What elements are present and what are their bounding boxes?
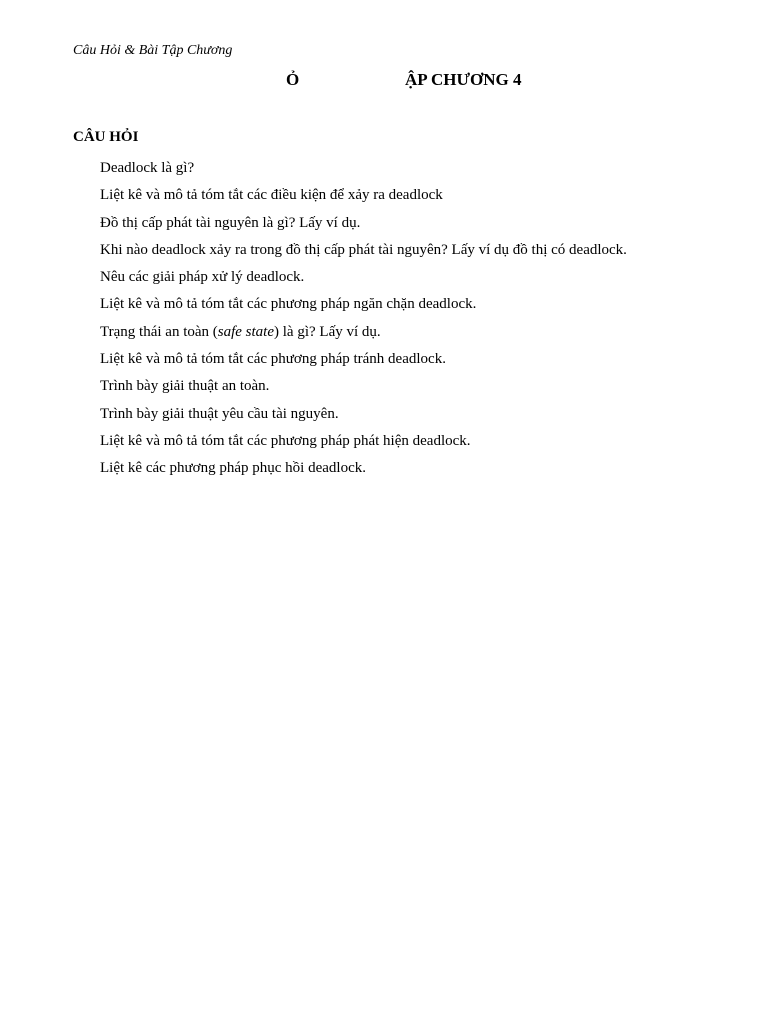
question-item: Đồ thị cấp phát tài nguyên là gì? Lấy ví dụ. [100, 214, 361, 231]
question-text-after: ) là gì? Lấy ví dụ. [274, 323, 381, 340]
question-item: Liệt kê và mô tả tóm tắt các phương pháp tránh deadlock. [100, 351, 446, 368]
chapter-title-left: Ỏ [286, 70, 300, 89]
question-text-before: Trạng thái an toàn ( [100, 323, 218, 340]
question-item: Khi nào deadlock xảy ra trong đồ thị cấp phát tài nguyên? Lấy ví dụ đồ thị có deadlock. [100, 241, 627, 258]
section-heading: CÂU HỎI [73, 129, 139, 145]
question-item: Trình bày giải thuật yêu cầu tài nguyên. [100, 405, 339, 422]
question-item: Liệt kê và mô tả tóm tắt các phương pháp ngăn chặn deadlock. [100, 296, 477, 313]
chapter-title-right: ẬP CHƯƠNG 4 [405, 70, 522, 89]
question-item: Liệt kê các phương pháp phục hồi deadlock. [100, 460, 366, 477]
question-emphasis: safe state [217, 323, 275, 340]
question-item: Trình bày giải thuật an toàn. [100, 378, 270, 395]
chapter-title [0, 70, 768, 92]
question-item: Liệt kê và mô tả tóm tắt các phương pháp phát hiện deadlock. [100, 432, 471, 449]
question-item [100, 319, 627, 346]
question-item: Deadlock là gì? [100, 160, 195, 176]
question-list [100, 155, 627, 483]
question-item: Liệt kê và mô tả tóm tắt các điều kiện để xảy ra deadlock [100, 187, 443, 204]
question-item: Nêu các giải pháp xử lý deadlock. [100, 269, 305, 286]
running-header: Câu Hỏi & Bài Tập Chương [73, 43, 233, 58]
